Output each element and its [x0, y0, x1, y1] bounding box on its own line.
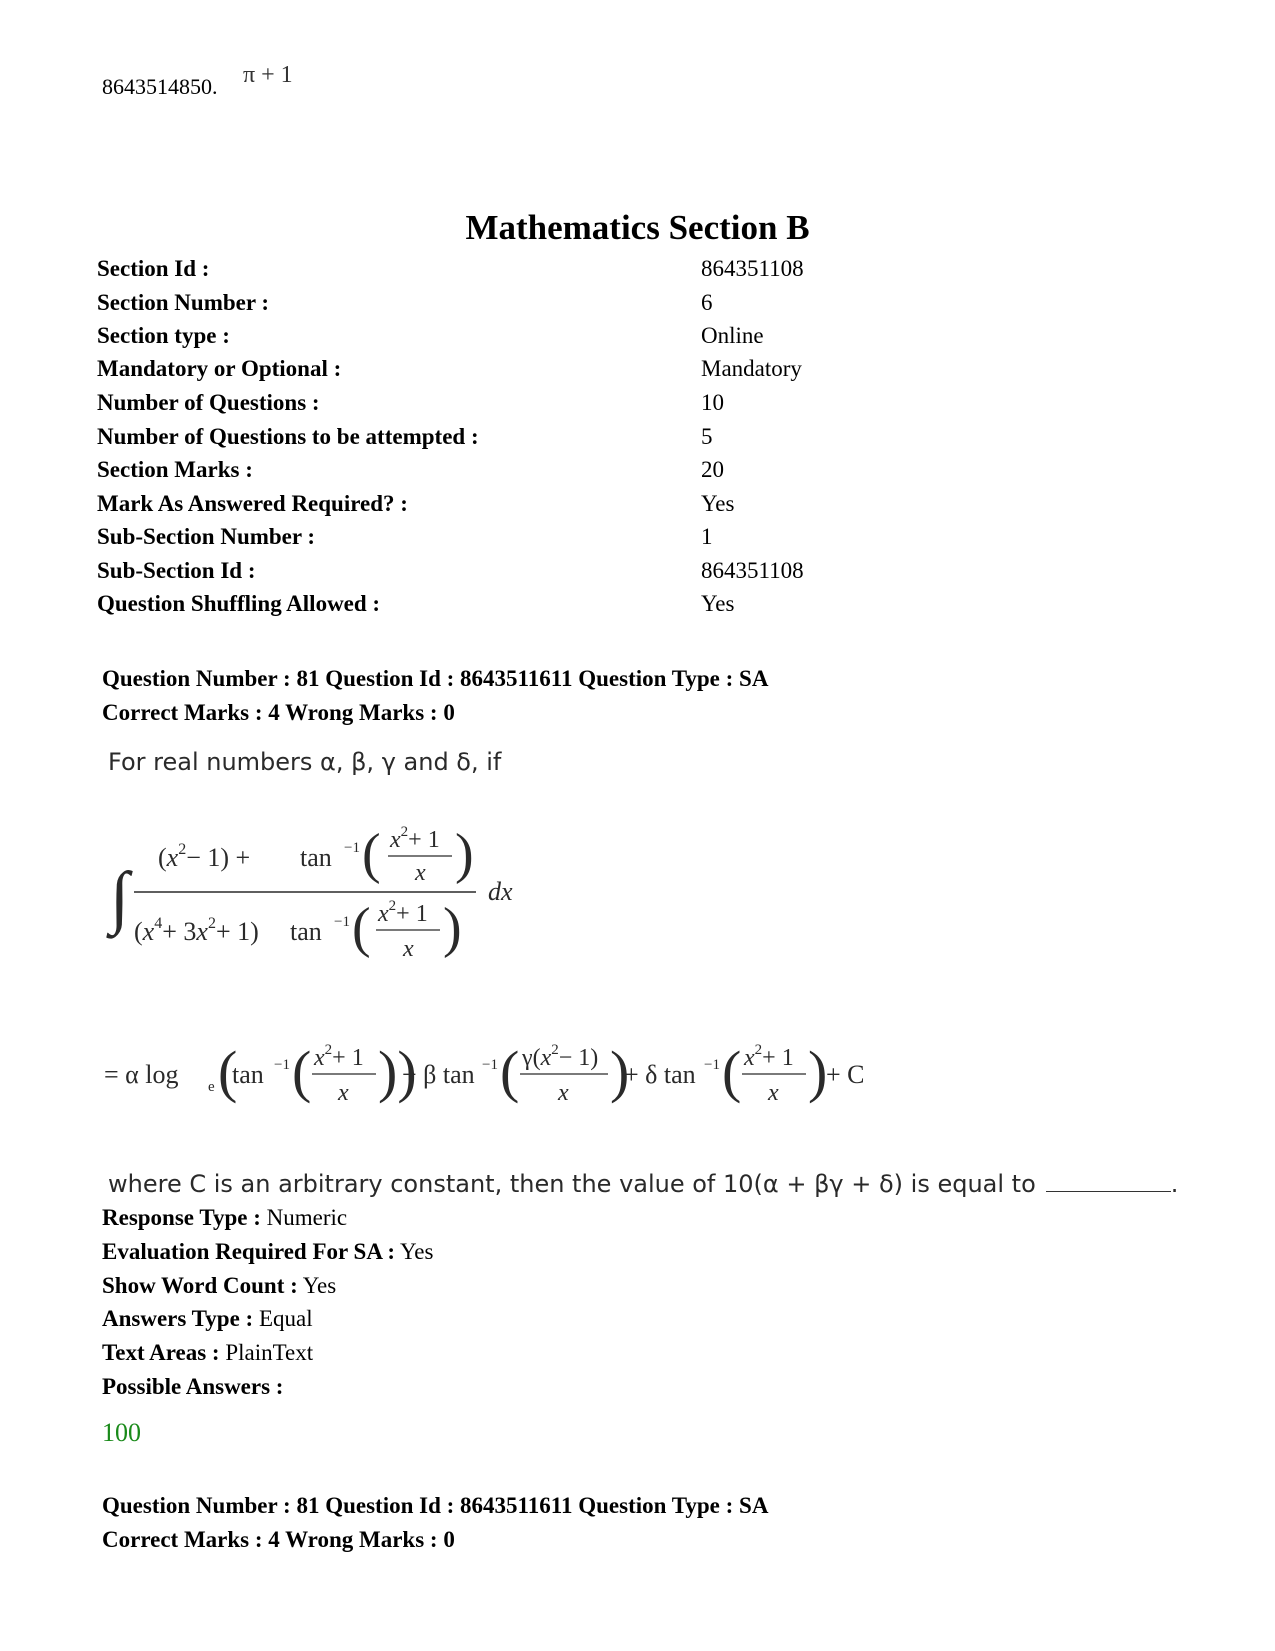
denominator-polynomial: $(x^4+ 3x^2+ 1)$	[134, 915, 259, 946]
info-row-possible-answers	[102, 1370, 283, 1404]
meta-label: Number of Questions to be attempted :	[97, 424, 479, 449]
meta-value: 20	[701, 457, 724, 482]
info-value: Numeric	[266, 1205, 348, 1230]
info-value: PlainText	[225, 1340, 314, 1365]
possible-answer-value: 100	[102, 1418, 141, 1447]
meta-row	[97, 352, 1197, 386]
meta-row	[97, 319, 1197, 353]
info-row-answers-type	[102, 1302, 313, 1336]
numerator-polynomial: $(x^2- 1)$ +	[158, 841, 251, 872]
section-title: Mathematics Section B	[465, 208, 810, 247]
meta-label: Question Shuffling Allowed :	[97, 591, 381, 616]
meta-row	[97, 252, 1197, 286]
meta-label: Mark As Answered Required? :	[97, 491, 408, 516]
question-header: Question Number : 81 Question Id : 8643511611 Question Type : SA	[102, 666, 769, 691]
meta-row	[97, 386, 1197, 420]
meta-value: 1	[701, 524, 713, 549]
info-value: Equal	[258, 1306, 313, 1331]
frac-numerator: $x^2+ 1$	[744, 1042, 794, 1071]
info-value: Yes	[400, 1239, 434, 1264]
info-label: Response Type :	[102, 1205, 261, 1230]
tan-inverse-label: tan	[300, 843, 332, 872]
question-intro: For real numbers α, β, γ and δ, if	[108, 748, 502, 776]
page-reference-expression: π + 1	[243, 62, 293, 88]
info-label: Answers Type :	[102, 1306, 254, 1331]
frac-denominator: x	[558, 1080, 569, 1106]
inverse-exponent: −1	[344, 840, 360, 856]
inner-numerator: $x^2+ 1$	[390, 824, 440, 853]
info-label: Text Areas :	[102, 1340, 220, 1365]
meta-row	[97, 520, 1197, 554]
meta-value: 6	[701, 290, 713, 315]
paren-left: (	[292, 1039, 312, 1104]
paren-left: (	[352, 897, 371, 959]
page-reference-id: 8643514850.	[102, 74, 218, 99]
answer-blank	[1046, 1173, 1171, 1192]
inverse-exponent: −1	[704, 1057, 720, 1073]
frac-numerator: $x^2+ 1$	[314, 1042, 364, 1071]
meta-row	[97, 453, 1197, 487]
beta-tan-term: + β tan	[402, 1060, 475, 1089]
meta-label: Section Marks :	[97, 457, 253, 482]
inverse-exponent: −1	[482, 1057, 498, 1073]
meta-row	[97, 587, 1197, 621]
meta-label: Section Id :	[97, 256, 210, 281]
meta-value: Yes	[701, 491, 735, 516]
meta-label: Mandatory or Optional :	[97, 356, 342, 381]
paren-right: )	[808, 1039, 828, 1104]
info-row-response-type	[102, 1201, 347, 1235]
inner-denominator: x	[403, 936, 414, 962]
dx-label: dx	[488, 877, 513, 906]
tan-inverse-label: tan	[232, 1060, 264, 1089]
info-row-show-word-count	[102, 1269, 336, 1303]
log-base: e	[208, 1079, 215, 1095]
inverse-exponent: −1	[274, 1057, 290, 1073]
question-outro-text: where C is an arbitrary constant, then the value of 10(α + βγ + δ) is equal to	[108, 1170, 1036, 1198]
meta-row	[97, 286, 1197, 320]
paren-right: ))	[378, 1039, 417, 1104]
delta-tan-term: + δ tan	[624, 1060, 696, 1089]
paren-left: (	[218, 1039, 238, 1104]
next-question-header: Question Number : 81 Question Id : 8643511611 Question Type : SA	[102, 1493, 769, 1518]
info-value: Yes	[302, 1273, 337, 1298]
question-marks: Correct Marks : 4 Wrong Marks : 0	[102, 700, 455, 725]
paren-left: (	[362, 823, 381, 885]
frac-denominator: x	[768, 1080, 779, 1106]
meta-value: Online	[701, 323, 764, 348]
inverse-exponent: −1	[334, 914, 350, 930]
inner-numerator: $x^2+ 1$	[378, 898, 428, 927]
info-row-text-areas	[102, 1336, 313, 1370]
paren-right: )	[610, 1039, 630, 1104]
tan-inverse-label: tan	[290, 917, 322, 946]
meta-value: 10	[701, 390, 724, 415]
info-row-evaluation-required	[102, 1235, 433, 1269]
meta-value: Mandatory	[701, 356, 802, 381]
paren-right: )	[443, 897, 462, 959]
integral-expression	[100, 800, 540, 990]
info-label: Show Word Count :	[102, 1273, 298, 1298]
meta-value: 864351108	[701, 558, 804, 583]
meta-value: 5	[701, 424, 713, 449]
paren-right: )	[455, 823, 474, 885]
meta-label: Sub-Section Id :	[97, 558, 256, 583]
result-expression	[104, 1025, 924, 1125]
meta-row	[97, 487, 1197, 521]
info-label: Possible Answers :	[102, 1374, 284, 1399]
meta-label: Section type :	[97, 323, 230, 348]
meta-label: Sub-Section Number :	[97, 524, 316, 549]
inner-denominator: x	[415, 860, 426, 886]
info-label: Evaluation Required For SA :	[102, 1239, 396, 1264]
alpha-log-term: = α log	[104, 1060, 179, 1089]
meta-value: Yes	[701, 591, 735, 616]
constant-term: + C	[826, 1060, 865, 1089]
meta-row	[97, 420, 1197, 454]
integral-sign: ∫	[110, 859, 130, 936]
meta-label: Number of Questions :	[97, 390, 320, 415]
next-question-marks: Correct Marks : 4 Wrong Marks : 0	[102, 1527, 455, 1552]
frac-numerator: $\gamma(x^2- 1)$	[522, 1042, 599, 1071]
meta-row	[97, 554, 1197, 588]
paren-left: (	[722, 1039, 742, 1104]
paren-left: (	[500, 1039, 520, 1104]
question-outro: where C is an arbitrary constant, then the value of 10(α + βγ + δ) is equal to .	[108, 1170, 1179, 1198]
meta-value: 864351108	[701, 256, 804, 281]
meta-label: Section Number :	[97, 290, 270, 315]
frac-denominator: x	[338, 1080, 349, 1106]
